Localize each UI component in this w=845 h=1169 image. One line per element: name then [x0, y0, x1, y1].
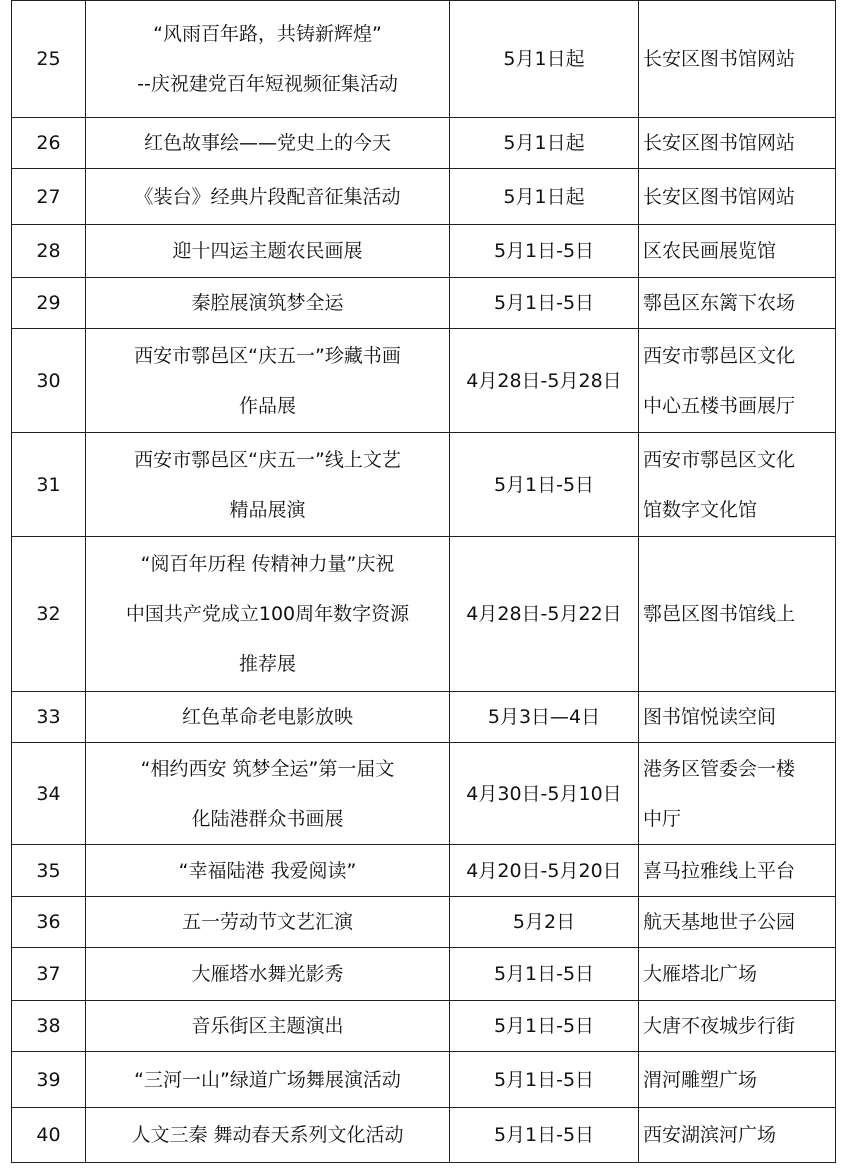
activity-venue-cell: [639, 897, 836, 948]
table-row: [12, 278, 836, 329]
activity-venue-cell: [639, 948, 836, 1001]
activity-venue-line: 图书馆悦读空间: [643, 706, 777, 728]
activity-venue-cell: [639, 1001, 836, 1052]
activity-name-cell: [86, 329, 450, 433]
table-row: [12, 948, 836, 1001]
activity-date: 5月1日-5日: [450, 225, 639, 278]
activity-venue-line: 喜马拉雅线上平台: [643, 859, 796, 882]
activity-name-cell: [86, 225, 450, 278]
activity-name-cell: [86, 1108, 450, 1163]
activity-venue-cell: [639, 1, 836, 118]
row-number: 28: [12, 225, 86, 278]
activity-name-line: “阅百年历程 传精神力量”庆祝: [140, 553, 395, 575]
activity-name-line: --庆祝建党百年短视频征集活动: [137, 73, 398, 95]
activity-venue-line: 长安区图书馆网站: [643, 185, 796, 208]
activity-date: 4月28日-5月28日: [450, 329, 639, 433]
activity-name-line: 作品展: [238, 394, 296, 417]
activity-name-line: “三河一山”绿道广场舞展演活动: [134, 1068, 401, 1091]
row-number: 33: [12, 692, 86, 743]
activity-name-cell: [86, 897, 450, 948]
activity-date: 5月1日-5日: [450, 1001, 639, 1052]
table-row: [12, 169, 836, 225]
activity-venue-line: 馆数字文化馆: [643, 498, 758, 521]
activity-date: 5月1日-5日: [450, 948, 639, 1001]
activity-name-line: 五一劳动节文艺汇演: [181, 911, 353, 933]
activity-venue-cell: [639, 1052, 836, 1108]
row-number: 35: [12, 845, 86, 897]
activity-venue-line: 西安市鄠邑区文化: [643, 344, 796, 367]
activity-venue-line: 大唐不夜城步行街: [643, 1015, 796, 1037]
activity-date: 4月28日-5月22日: [450, 537, 639, 692]
activity-venue-line: 鄠邑区图书馆线上: [643, 603, 796, 625]
activity-venue-cell: [639, 743, 836, 845]
activity-name-line: 中国共产党成立100周年数字资源: [125, 603, 410, 625]
table-row: [12, 743, 836, 845]
activity-name-line: 红色故事绘——党史上的今天: [143, 132, 391, 154]
table-row: [12, 1052, 836, 1108]
activity-venue-line: 西安市鄠邑区文化: [643, 448, 796, 471]
table-row: [12, 433, 836, 537]
row-number: 34: [12, 743, 86, 845]
activity-venue-line: 鄠邑区东篱下农场: [643, 292, 796, 314]
table-row: [12, 692, 836, 743]
row-number: 37: [12, 948, 86, 1001]
activity-name-cell: [86, 169, 450, 225]
activity-date: 5月1日起: [450, 169, 639, 225]
activity-date: 5月3日—4日: [450, 692, 639, 743]
activity-venue-cell: [639, 278, 836, 329]
activity-date: 5月1日-5日: [450, 278, 639, 329]
activity-name-line: “相约西安 筑梦全运”第一届文: [140, 757, 395, 780]
activity-venue-line: 区农民画展览馆: [643, 240, 777, 262]
activity-venue-line: 中厅: [643, 807, 682, 830]
activity-venue-line: 中心五楼书画展厅: [643, 394, 796, 417]
activity-venue-line: 大雁塔北广场: [643, 963, 758, 985]
table-row: [12, 537, 836, 692]
activity-venue-line: 长安区图书馆网站: [643, 132, 796, 154]
activity-name-cell: [86, 1, 450, 118]
activity-name-line: 精品展演: [229, 498, 306, 521]
activity-venue-line: 长安区图书馆网站: [643, 48, 796, 70]
table-row: [12, 897, 836, 948]
activity-venue-line: 港务区管委会一楼: [643, 757, 796, 780]
row-number: 36: [12, 897, 86, 948]
row-number: 39: [12, 1052, 86, 1108]
activity-name-cell: [86, 118, 450, 169]
activity-name-line: 化陆港群众书画展: [191, 807, 344, 830]
row-number: 27: [12, 169, 86, 225]
activity-venue-line: 航天基地世子公园: [643, 911, 796, 933]
activity-name-line: “幸福陆港 我爱阅读”: [178, 859, 357, 882]
activity-name-line: 推荐展: [238, 653, 296, 675]
activity-name-line: 红色革命老电影放映: [181, 706, 353, 728]
activity-name-cell: [86, 1052, 450, 1108]
activity-date: 5月1日-5日: [450, 1052, 639, 1108]
activity-name-line: “风雨百年路，共铸新辉煌”: [153, 23, 382, 45]
row-number: 29: [12, 278, 86, 329]
table-row: [12, 1108, 836, 1163]
activity-name-cell: [86, 1001, 450, 1052]
activity-name-line: 西安市鄠邑区“庆五一”珍藏书画: [134, 344, 401, 367]
row-number: 25: [12, 1, 86, 118]
activity-name-cell: [86, 692, 450, 743]
activity-name-cell: [86, 845, 450, 897]
activity-date: 5月1日-5日: [450, 1108, 639, 1163]
activity-name-line: 秦腔展演筑梦全运: [191, 292, 344, 314]
row-number: 38: [12, 1001, 86, 1052]
activity-name-line: 大雁塔水舞光影秀: [191, 963, 344, 985]
activity-name-cell: [86, 743, 450, 845]
activity-name-line: 迎十四运主题农民画展: [172, 240, 363, 262]
activity-name-cell: [86, 433, 450, 537]
activity-date: 5月1日-5日: [450, 433, 639, 537]
activity-name-line: 人文三秦 舞动春天系列文化活动: [131, 1124, 404, 1146]
activity-venue-line: 渭河雕塑广场: [643, 1068, 758, 1091]
activity-date: 4月30日-5月10日: [450, 743, 639, 845]
events-table-body: [12, 1, 836, 1163]
activity-name-line: 音乐街区主题演出: [191, 1015, 344, 1037]
activity-venue-line: 西安湖滨河广场: [643, 1124, 777, 1146]
activity-venue-cell: [639, 845, 836, 897]
activity-name-line: 西安市鄠邑区“庆五一”线上文艺: [134, 448, 401, 471]
table-row: [12, 845, 836, 897]
activity-name-line: 《装台》经典片段配音征集活动: [134, 185, 401, 208]
activity-venue-cell: [639, 537, 836, 692]
activity-venue-cell: [639, 433, 836, 537]
activity-venue-cell: [639, 1108, 836, 1163]
activity-venue-cell: [639, 329, 836, 433]
activity-venue-cell: [639, 118, 836, 169]
row-number: 31: [12, 433, 86, 537]
table-row: [12, 1, 836, 118]
table-row: [12, 118, 836, 169]
events-table: [11, 0, 836, 1163]
activity-date: 5月1日起: [450, 1, 639, 118]
activity-date: 5月2日: [450, 897, 639, 948]
table-row: [12, 329, 836, 433]
row-number: 40: [12, 1108, 86, 1163]
table-row: [12, 225, 836, 278]
activity-name-cell: [86, 948, 450, 1001]
activity-venue-cell: [639, 169, 836, 225]
activity-date: 5月1日起: [450, 118, 639, 169]
row-number: 32: [12, 537, 86, 692]
row-number: 26: [12, 118, 86, 169]
row-number: 30: [12, 329, 86, 433]
activity-name-cell: [86, 278, 450, 329]
table-row: [12, 1001, 836, 1052]
activity-date: 4月20日-5月20日: [450, 845, 639, 897]
activity-venue-cell: [639, 225, 836, 278]
activity-venue-cell: [639, 692, 836, 743]
activity-name-cell: [86, 537, 450, 692]
